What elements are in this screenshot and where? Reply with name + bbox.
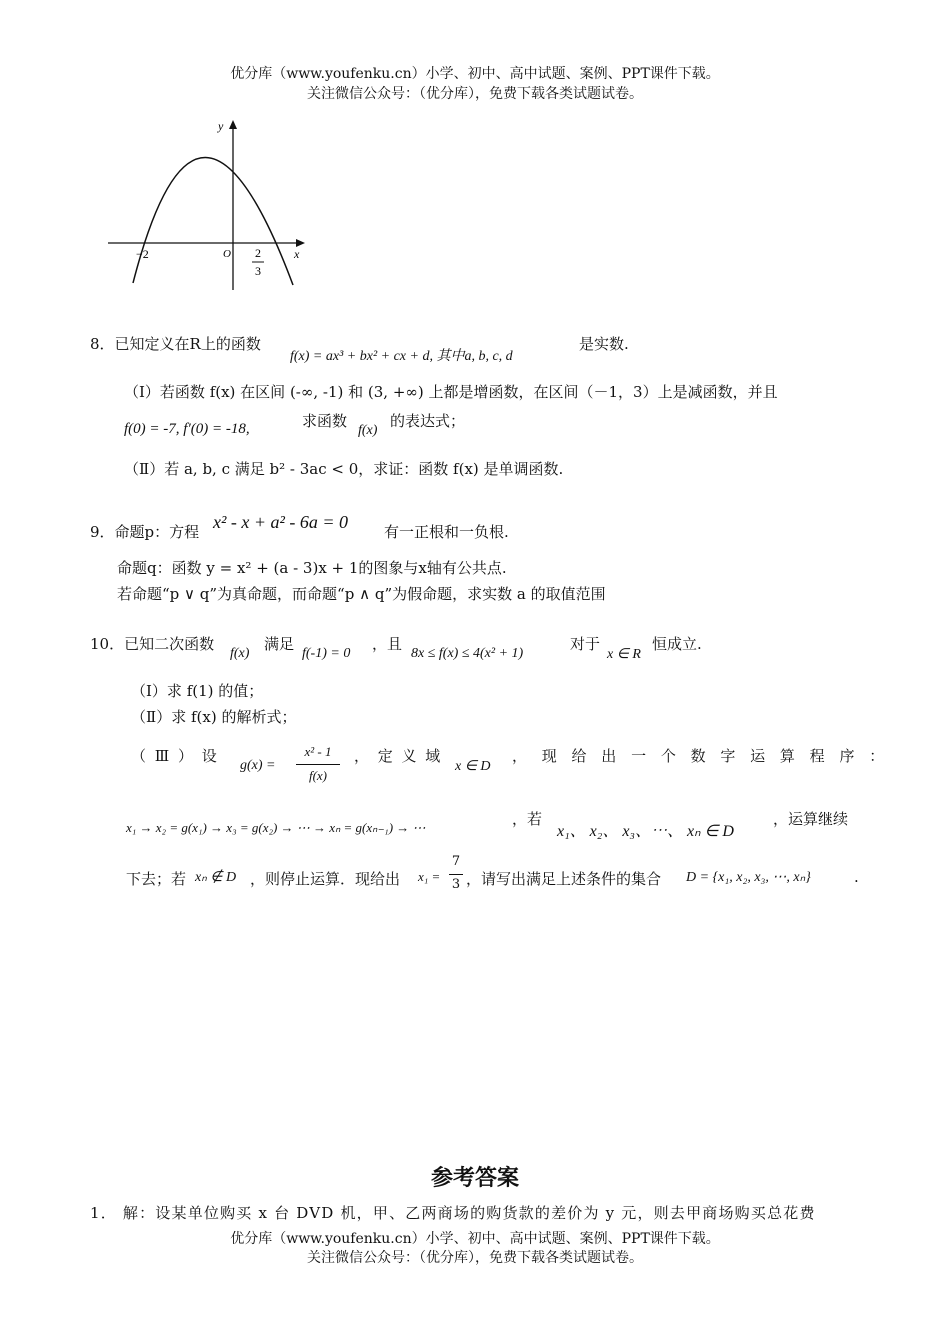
q8-formula: f(x) = ax³ + bx² + cx + d, 其中a, b, c, d bbox=[290, 349, 513, 364]
header-line-2: 关注微信公众号：（优分库），免费下载各类试题试卷。 bbox=[307, 86, 643, 102]
q10-part3-label: （ Ⅲ ） 设 bbox=[131, 747, 219, 765]
q10-part3-tail: ， 现 给 出 一 个 数 字 运 算 程 序 ： bbox=[512, 747, 890, 765]
q10-part3-mid: ， 定 义 域 bbox=[354, 747, 443, 765]
q10-sequence-tail: ，运算继续 bbox=[773, 810, 849, 828]
q10-cond1: f(-1) = 0 bbox=[302, 646, 351, 661]
q10-cond3: x ∈ R bbox=[607, 647, 641, 662]
q10-g-denominator: f(x) bbox=[308, 768, 328, 783]
q8-part2: （Ⅱ）若 a, b, c 满足 b² - 3ac < 0，求证：函数 f(x) 是单调函数. bbox=[124, 460, 564, 478]
q8-tail: 是实数. bbox=[579, 335, 629, 353]
q10-tail: 恒成立. bbox=[652, 635, 702, 653]
answer-1: 1． 解：设某单位购买 x 台 DVD 机，甲、乙两商场的购货款的差价为 y 元，则去甲商场购买总花费 bbox=[90, 1204, 816, 1222]
q10-period: . bbox=[854, 868, 859, 886]
q10-x1-denominator: 3 bbox=[451, 877, 461, 892]
q10-domain: x ∈ D bbox=[455, 759, 491, 774]
q10-intro: 10．已知二次函数 bbox=[90, 635, 215, 653]
q8-part1-fx: f(x) bbox=[358, 423, 378, 438]
q10-g-fraction-bar bbox=[296, 764, 340, 765]
x-axis-label: x bbox=[294, 247, 300, 261]
q8-part1-line1: （Ⅰ）若函数 f(x) 在区间 (-∞, -1) 和 (3, +∞) 上都是增函数，在区间（－1，3）上是减函数，并且 bbox=[124, 383, 778, 401]
q9-proposition-q: 命题q：函数 y = x² + (a - 3)x + 1的图象与x轴有公共点. bbox=[117, 559, 507, 577]
q8-part1-end: 的表达式； bbox=[390, 412, 466, 430]
tick-label-frac-num: 2 bbox=[255, 246, 261, 260]
q10-set: D = {x₁, x₂, x₃, ⋯, xₙ} bbox=[686, 870, 811, 885]
tick-label-frac-den: 3 bbox=[255, 264, 261, 278]
y-axis-label: y bbox=[218, 119, 224, 133]
q10-part1: （Ⅰ）求 f(1) 的值； bbox=[131, 682, 264, 700]
q9-question: 若命题“p ∨ q”为真命题，而命题“p ∧ q”为假命题，求实数 a 的取值范围 bbox=[117, 585, 606, 603]
footer-line-1: 优分库（www.youfenku.cn）小学、初中、高中试题、案例、PPT课件下载。 bbox=[230, 1231, 720, 1247]
q10-mid2: ，且 bbox=[372, 635, 403, 653]
parabola-curve bbox=[133, 157, 293, 285]
q10-stop-c: ，请写出满足上述条件的集合 bbox=[466, 870, 662, 888]
q10-x1-fraction-bar bbox=[449, 874, 463, 875]
q10-sequence: x₁ → x₂ = g(x₁) → x₃ = g(x₂) → ⋯ → xₙ = g(xₙ₋₁) → ⋯ bbox=[126, 820, 426, 835]
header-line-1: 优分库（www.youfenku.cn）小学、初中、高中试题、案例、PPT课件下载。 bbox=[230, 66, 720, 82]
q10-mid1: 满足 bbox=[264, 635, 295, 653]
q10-fx: f(x) bbox=[230, 646, 250, 661]
q10-g-numerator: x² - 1 bbox=[304, 744, 332, 759]
q9-intro: 9．命题p：方程 bbox=[90, 523, 200, 541]
q10-stop-a: 下去；若 bbox=[126, 870, 187, 888]
x-axis-arrow-icon bbox=[296, 239, 305, 247]
origin-label: O bbox=[223, 248, 231, 260]
answers-title: 参考答案 bbox=[430, 1165, 519, 1191]
q10-stop-b: ，则停止运算．现给出 bbox=[250, 870, 401, 888]
y-axis-arrow-icon bbox=[229, 120, 237, 129]
q8-intro: 8．已知定义在R上的函数 bbox=[90, 335, 261, 353]
q10-cond2: 8x ≤ f(x) ≤ 4(x² + 1) bbox=[411, 646, 524, 661]
q10-sequence-if: ，若 bbox=[512, 810, 543, 828]
q10-x1-lhs: x₁ = bbox=[418, 869, 441, 884]
q8-part1-condition: f(0) = -7, f′(0) = -18, bbox=[124, 421, 250, 437]
q10-part2: （Ⅱ）求 f(x) 的解析式； bbox=[131, 708, 297, 726]
q9-tail: 有一正根和一负根. bbox=[384, 523, 509, 541]
q8-part1-text: 求函数 bbox=[302, 412, 348, 430]
q10-sequence-cond: x₁、 x₂、 x₃、⋯、 xₙ ∈ D bbox=[557, 823, 734, 840]
q10-g-lhs: g(x) = bbox=[240, 758, 276, 773]
q9-formula: x² - x + a² - 6a = 0 bbox=[213, 512, 349, 532]
q10-mid3: 对于 bbox=[570, 635, 601, 653]
tick-label-neg-two: −2 bbox=[136, 247, 149, 261]
footer-line-2: 关注微信公众号：（优分库），免费下载各类试题试卷。 bbox=[307, 1250, 643, 1266]
q10-stop-cond: xₙ ∉ D bbox=[195, 870, 237, 885]
parabola-graph bbox=[100, 115, 320, 300]
q10-x1-numerator: 7 bbox=[451, 854, 461, 869]
